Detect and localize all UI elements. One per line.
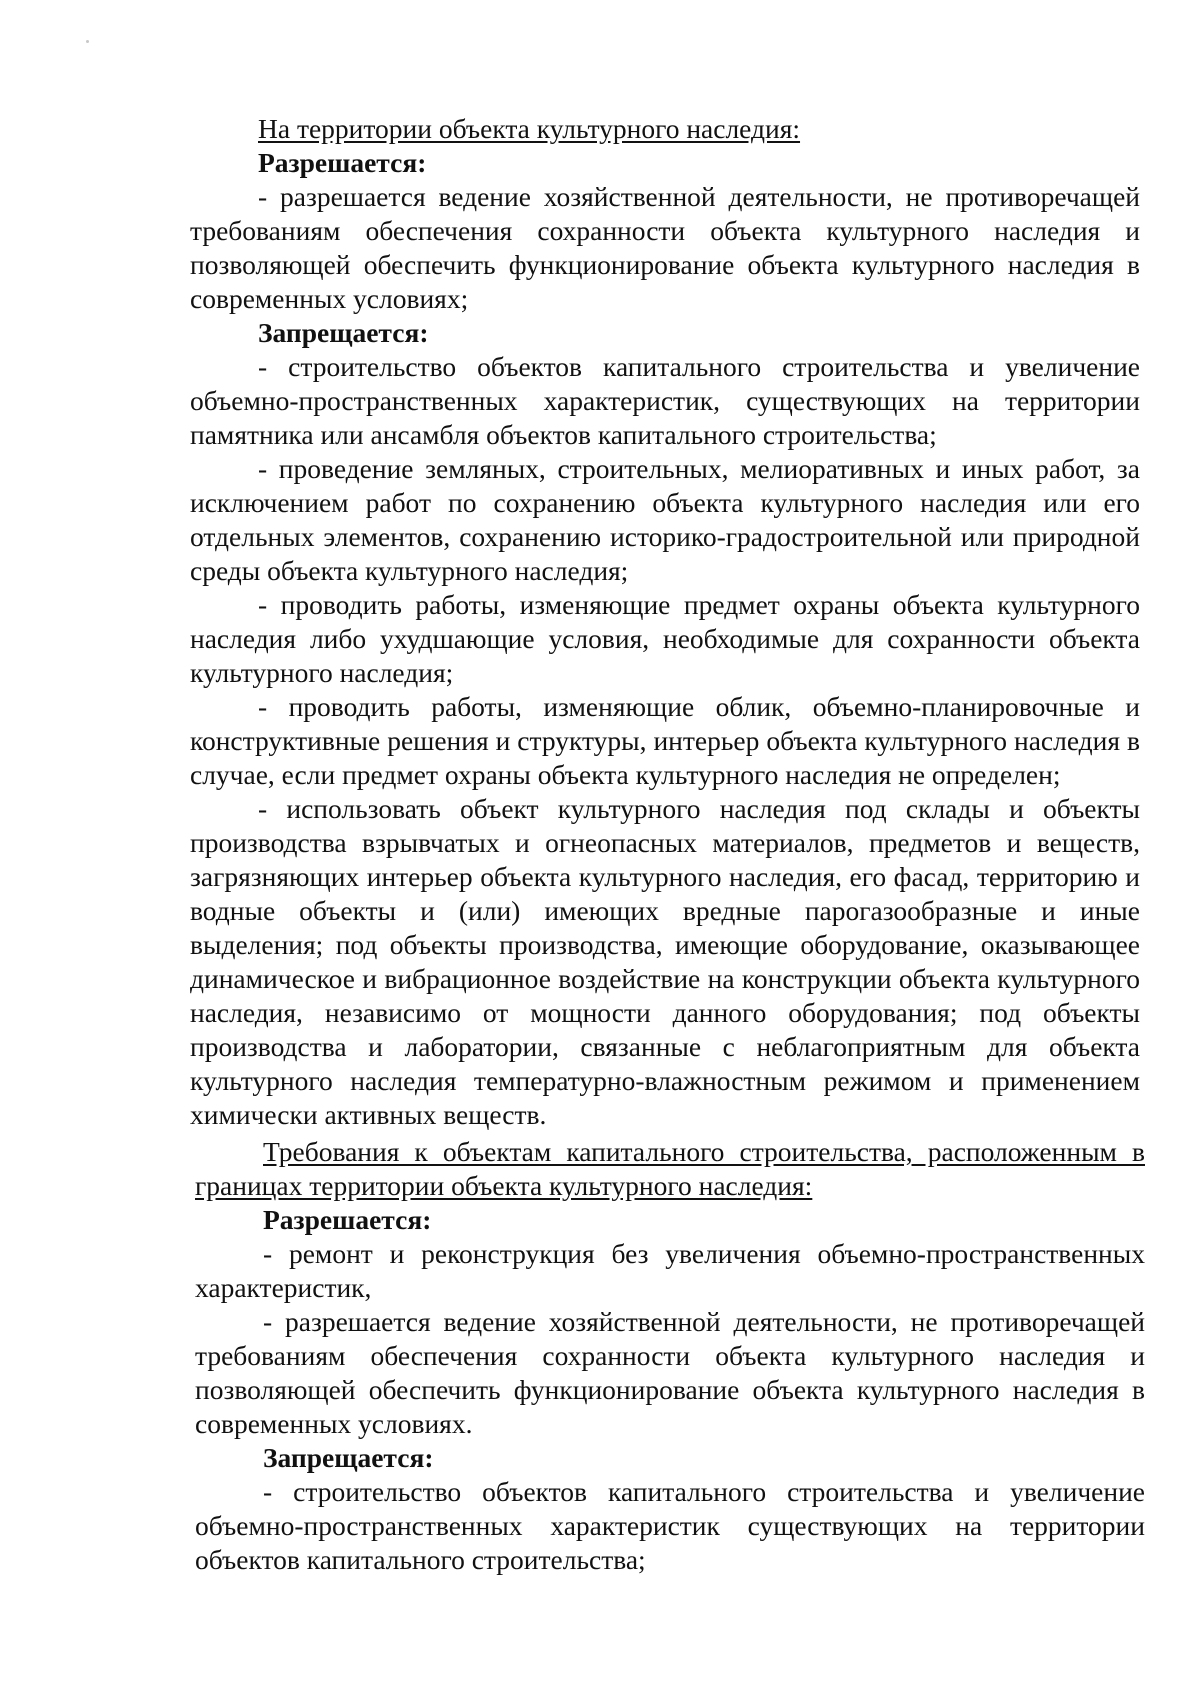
section-1-forbidden-heading: Запрещается: xyxy=(258,317,429,348)
section-1-forbidden-item: - проведение земляных, строительных, мелиоративных и иных работ, за исключением работ по сохранению объекта культурного наследия или его отдельных элементов, сохранению историко-градостроительной или природной среды объекта культурного наследия; xyxy=(190,453,1140,586)
section-2-title: Требования к объектам капитального строительства, расположенным в границах территории объекта культурного наследия: xyxy=(195,1136,1145,1201)
section-1-title: На территории объекта культурного наследия: xyxy=(258,113,801,144)
document-body-part-2 xyxy=(195,1135,1145,1577)
section-2-allowed-item: - ремонт и реконструкция без увеличения объемно-пространственных характеристик, xyxy=(195,1238,1145,1303)
section-1-allowed-heading: Разрешается: xyxy=(258,147,427,178)
scan-speck xyxy=(86,40,89,43)
document-body-part-1 xyxy=(190,112,1140,1132)
section-1-forbidden-item: - проводить работы, изменяющие предмет охраны объекта культурного наследия либо ухудшающие условия, необходимые для сохранности объекта культурного наследия; xyxy=(190,589,1140,688)
section-2-forbidden-item: - строительство объектов капитального строительства и увеличение объемно-пространственных характеристик существующих на территории объектов капитального строительства; xyxy=(195,1476,1145,1575)
section-2-allowed-item: - разрешается ведение хозяйственной деятельности, не противоречащей требованиям обеспечения сохранности объекта культурного наследия и позволяющей обеспечить функционирование объекта культурного наследия в современных условиях. xyxy=(195,1306,1145,1439)
section-1-forbidden-item: - использовать объект культурного наследия под склады и объекты производства взрывчатых и огнеопасных материалов, предметов и веществ, загрязняющих интерьер объекта культурного наследия, его фасад, территорию и водные объекты и (или) имеющих вредные парогазообразные и иные выделения; под объекты производства, имеющие оборудование, оказывающее динамическое и вибрационное воздействие на конструкции объекта культурного наследия, независимо от мощности данного оборудования; под объекты производства и лаборатории, связанные с неблагоприятным для объекта культурного наследия температурно-влажностным режимом и применением химически активных веществ. xyxy=(190,793,1140,1130)
section-1-forbidden-item: - строительство объектов капитального строительства и увеличение объемно-пространственных характеристик, существующих на территории памятника или ансамбля объектов капитального строительства; xyxy=(190,351,1140,450)
section-2-forbidden-heading: Запрещается: xyxy=(263,1442,434,1473)
section-2-allowed-heading: Разрешается: xyxy=(263,1204,432,1235)
section-1-allowed-item: - разрешается ведение хозяйственной деятельности, не противоречащей требованиям обеспечения сохранности объекта культурного наследия и позволяющей обеспечить функционирование объекта культурного наследия в современных условиях; xyxy=(190,181,1140,314)
section-1-forbidden-item: - проводить работы, изменяющие облик, объемно-планировочные и конструктивные решения и структуры, интерьер объекта культурного наследия в случае, если предмет охраны объекта культурного наследия не определен; xyxy=(190,691,1140,790)
